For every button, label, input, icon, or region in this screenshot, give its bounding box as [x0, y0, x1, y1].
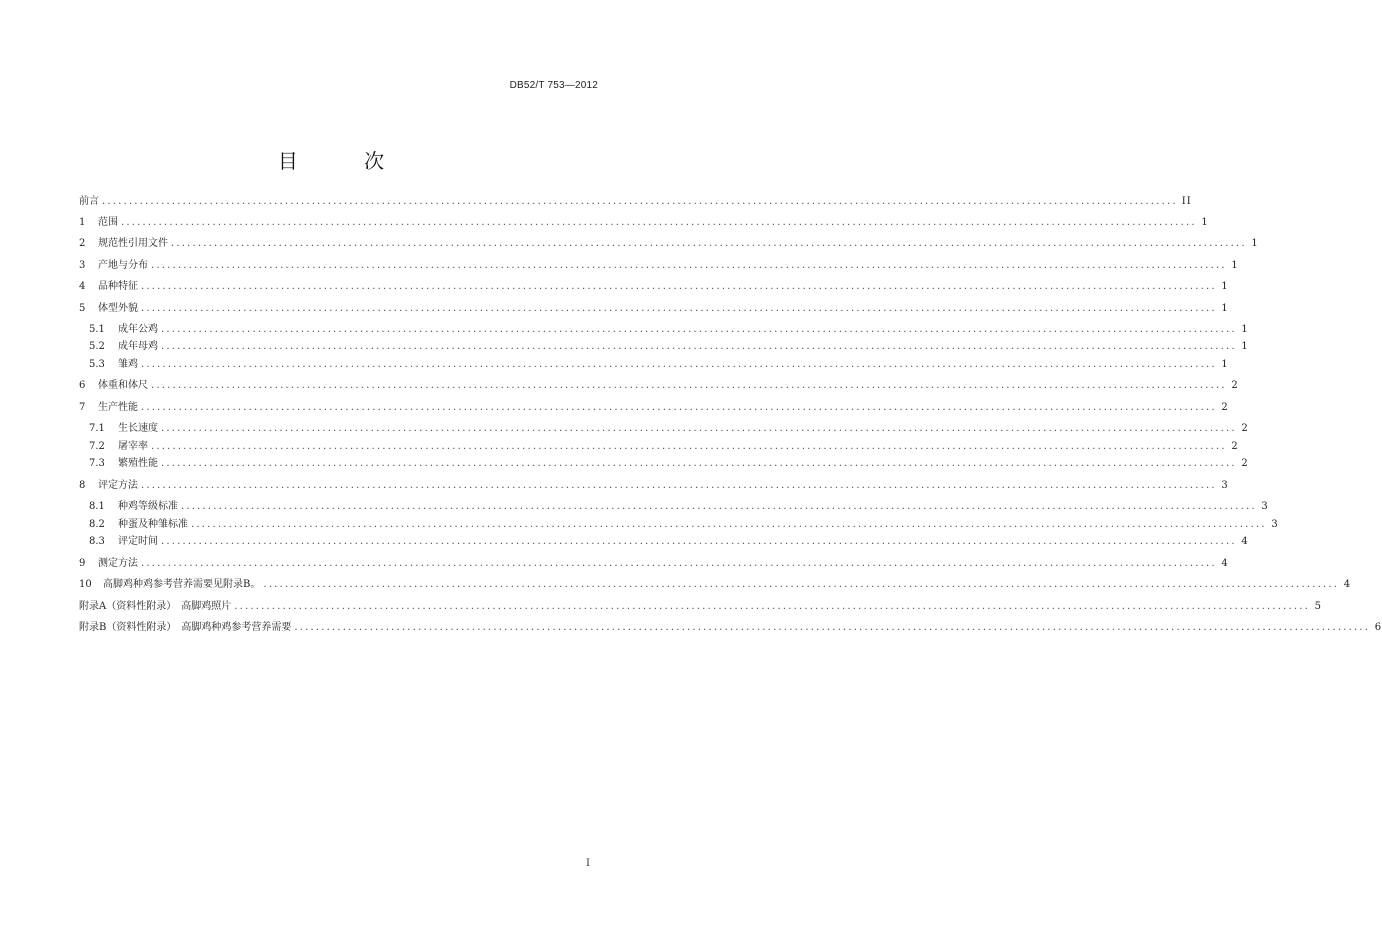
toc-entry-9[interactable] [79, 558, 1229, 569]
leader-dots: ........................................................................................................................................................................................................ [161, 324, 1237, 335]
toc-entry-number: 4 [79, 281, 86, 292]
leader-dots: ........................................................................................................................................................................................................ [294, 622, 1371, 633]
leader-dots: ........................................................................................................................................................................................................ [234, 601, 1310, 612]
toc-entry-page: 1 [1231, 260, 1239, 271]
leader-dots: ........................................................................................................................................................................................................ [151, 380, 1227, 391]
toc-entry-page: 3 [1271, 519, 1279, 530]
toc-entry-number: 5 [79, 303, 86, 314]
toc-entry-label: 产地与分布 [98, 260, 148, 271]
leader-dots: ........................................................................................................................................................................................................ [141, 402, 1217, 413]
toc-entry-page: 2 [1241, 423, 1249, 434]
toc-entry-label: 繁殖性能 [118, 458, 158, 469]
toc-entry-number: 5.3 [89, 359, 105, 370]
toc-entry-label: 种蛋及种雏标准 [118, 519, 188, 530]
toc-entry-label: 测定方法 [98, 558, 138, 569]
toc-entry-label: 高脚鸡种鸡参考营养需要见附录B。 [103, 579, 261, 590]
toc-entry-7-1[interactable] [79, 423, 1249, 434]
toc-entry-label: 成年母鸡 [118, 341, 158, 352]
toc-entry-label: 成年公鸡 [118, 324, 158, 335]
toc-entry-page: 1 [1241, 341, 1249, 352]
toc-entry-8-1[interactable] [79, 501, 1269, 512]
leader-dots: ........................................................................................................................................................................................................ [141, 359, 1217, 370]
toc-entry-3[interactable] [79, 260, 1239, 271]
toc-entry-page: 4 [1343, 579, 1352, 590]
toc-entry-label: 附录B（资料性附录） 高脚鸡种鸡参考营养需要 [79, 622, 292, 633]
toc-entry-number: 8.1 [89, 501, 105, 512]
toc-entry-label: 雏鸡 [118, 359, 138, 370]
toc-entry-2[interactable] [79, 238, 1259, 249]
toc-entry-appendix-b[interactable] [79, 622, 1382, 633]
toc-entry-number: 5.1 [89, 324, 105, 335]
toc-entry-foreword[interactable] [79, 196, 1192, 207]
toc-entry-label: 生长速度 [118, 423, 158, 434]
toc-entry-page: 1 [1221, 359, 1229, 370]
document-code: DB52/T 753—2012 [509, 80, 598, 91]
leader-dots: ........................................................................................................................................................................................................ [141, 480, 1217, 491]
toc-entry-7-3[interactable] [79, 458, 1249, 469]
toc-entry-page: 2 [1221, 402, 1229, 413]
leader-dots: ........................................................................................................................................................................................................ [141, 303, 1217, 314]
toc-entry-label: 屠宰率 [118, 441, 148, 452]
toc-entry-page: 4 [1241, 536, 1249, 547]
toc-entry-label: 附录A（资料性附录） 高脚鸡照片 [79, 601, 232, 612]
leader-dots: ........................................................................................................................................................................................................ [102, 196, 1178, 207]
leader-dots: ........................................................................................................................................................................................................ [181, 501, 1257, 512]
toc-entry-8[interactable] [79, 480, 1229, 491]
toc-entry-page: 2 [1231, 380, 1239, 391]
toc-entry-page: 2 [1231, 441, 1239, 452]
toc-entry-label: 前言 [79, 196, 99, 207]
page-number: I [586, 858, 590, 869]
toc-entry-label: 规范性引用文件 [98, 238, 168, 249]
leader-dots: ........................................................................................................................................................................................................ [161, 423, 1237, 434]
leader-dots: ........................................................................................................................................................................................................ [191, 519, 1267, 530]
toc-entry-6[interactable] [79, 380, 1239, 391]
toc-entry-page: 1 [1201, 217, 1209, 228]
toc-entry-5-2[interactable] [79, 341, 1249, 352]
toc-entry-5[interactable] [79, 303, 1229, 314]
toc-entry-number: 5.2 [89, 341, 105, 352]
leader-dots: ........................................................................................................................................................................................................ [161, 458, 1237, 469]
toc-entry-7[interactable] [79, 402, 1229, 413]
toc-entry-5-1[interactable] [79, 324, 1249, 335]
toc-entry-label: 评定方法 [98, 480, 138, 491]
toc-entry-page: 1 [1221, 281, 1229, 292]
toc-entry-appendix-a[interactable] [79, 601, 1322, 612]
toc-entry-8-3[interactable] [79, 536, 1249, 547]
toc-entry-label: 评定时间 [118, 536, 158, 547]
toc-entry-page: II [1181, 196, 1192, 207]
toc-entry-7-2[interactable] [79, 441, 1239, 452]
toc-entry-number: 9 [79, 558, 86, 569]
leader-dots: ........................................................................................................................................................................................................ [141, 558, 1217, 569]
toc-entry-10[interactable] [79, 579, 1352, 590]
toc-entry-page: 6 [1374, 622, 1382, 633]
toc-entry-4[interactable] [79, 281, 1229, 292]
toc-entry-8-2[interactable] [79, 519, 1279, 530]
toc-entry-page: 1 [1241, 324, 1249, 335]
toc-entry-label: 范围 [98, 217, 118, 228]
toc-entry-5-3[interactable] [79, 359, 1229, 370]
toc-entry-number: 10 [79, 579, 92, 590]
toc-entry-page: 4 [1221, 558, 1229, 569]
leader-dots: ........................................................................................................................................................................................................ [141, 281, 1217, 292]
toc-entry-page: 3 [1221, 480, 1229, 491]
leader-dots: ........................................................................................................................................................................................................ [171, 238, 1247, 249]
toc-entry-number: 3 [79, 260, 86, 271]
toc-entry-number: 2 [79, 238, 86, 249]
toc-entry-label: 种鸡等级标准 [118, 501, 178, 512]
toc-entry-page: 5 [1314, 601, 1322, 612]
leader-dots: ........................................................................................................................................................................................................ [121, 217, 1197, 228]
toc-entry-number: 7.3 [89, 458, 105, 469]
toc-entry-label: 体重和体尺 [98, 380, 148, 391]
toc-entry-number: 1 [79, 217, 86, 228]
toc-entry-label: 体型外貌 [98, 303, 138, 314]
toc-entry-page: 1 [1221, 303, 1229, 314]
leader-dots: ........................................................................................................................................................................................................ [161, 341, 1237, 352]
toc-entry-number: 8 [79, 480, 86, 491]
toc-entry-number: 8.2 [89, 519, 105, 530]
toc-entry-1[interactable] [79, 217, 1209, 228]
toc-entry-page: 1 [1251, 238, 1259, 249]
toc-entry-number: 7 [79, 402, 86, 413]
leader-dots: ........................................................................................................................................................................................................ [151, 441, 1227, 452]
toc-entry-page: 3 [1261, 501, 1269, 512]
toc-entry-number: 7.2 [89, 441, 105, 452]
toc-entry-label: 品种特征 [98, 281, 138, 292]
toc-entry-label: 生产性能 [98, 402, 138, 413]
toc-entry-number: 8.3 [89, 536, 105, 547]
leader-dots: ........................................................................................................................................................................................................ [161, 536, 1237, 547]
toc-entry-number: 6 [79, 380, 86, 391]
leader-dots: ........................................................................................................................................................................................................ [263, 579, 1340, 590]
toc-entry-number: 7.1 [89, 423, 105, 434]
page-title: 目 次 [277, 149, 415, 173]
leader-dots: ........................................................................................................................................................................................................ [151, 260, 1227, 271]
toc-entry-page: 2 [1241, 458, 1249, 469]
